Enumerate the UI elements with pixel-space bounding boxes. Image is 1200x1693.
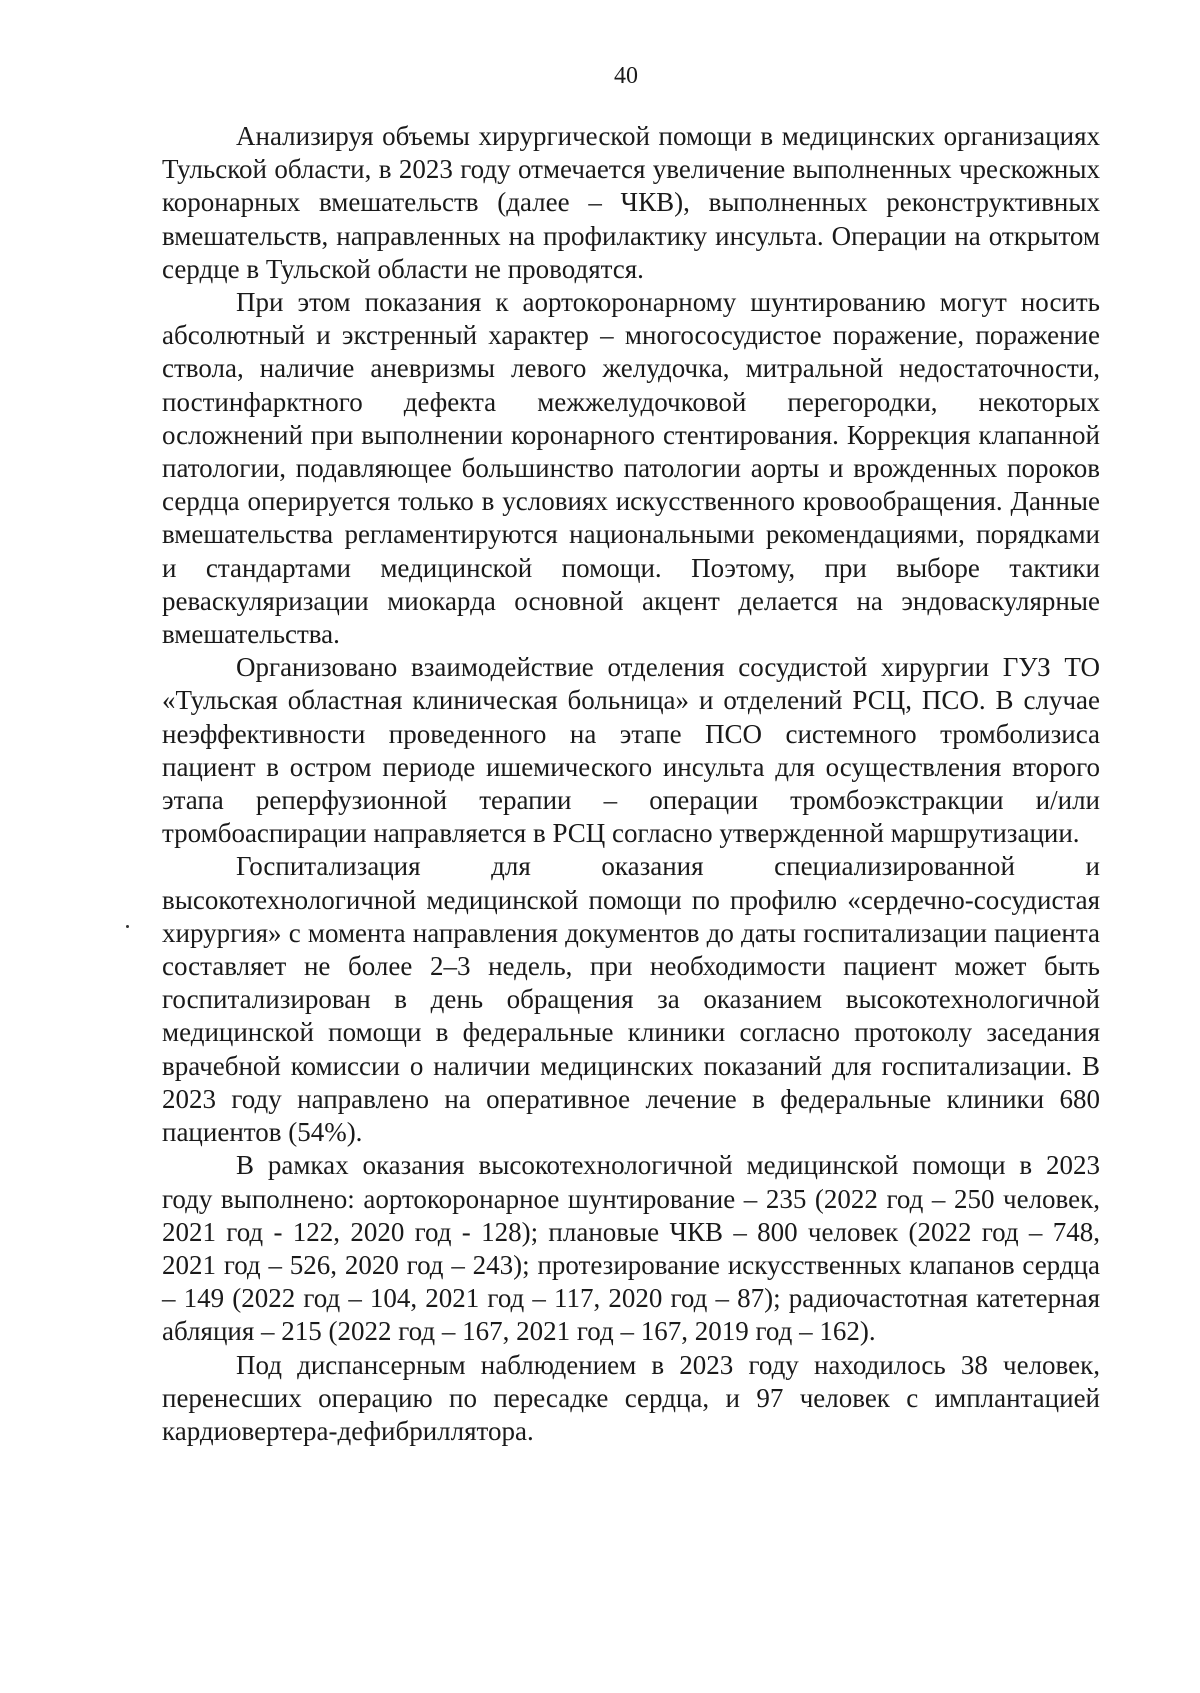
- document-body: [162, 120, 1100, 1448]
- paragraph-dispensary-observation: Под диспансерным наблюдением в 2023 году находилось 38 человек, перенесших операцию по пересадке сердца, и 97 человек с имплантацией кардиовертера-дефибриллятора.: [162, 1349, 1100, 1446]
- paragraph-high-tech-care-stats: В рамках оказания высокотехнологичной медицинской помощи в 2023 году выполнено: аортокоронарное шунтирование – 235 (2022 год – 250 человек, 2021 год - 122, 2020 год - 128); плановые ЧКВ – 800 человек (2022 год – 748, 2021 год – 526, 2020 год – 243); протезирование искусственных клапанов сердца – 149 (2022 год – 104, 2021 год – 117, 2020 год – 87); радиочастотная катетерная абляция – 215 (2022 год – 167, 2021 год – 167, 2019 год – 162).: [162, 1150, 1100, 1347]
- paragraph-bypass-indications: При этом показания к аортокоронарному шунтированию могут носить абсолютный и экстренный характер – многососудистое поражение, поражение ствола, наличие аневризмы левого желудочка, митральной недостаточности, постинфарктного дефекта межжелудочковой перегородки, некоторых осложнений при выполнении коронарного стентирования. Коррекция клапанной патологии, подавляющее большинство патологии аорты и врожденных пороков сердца оперируется только в условиях искусственного кровообращения. Данные вмешательства регламентируются национальными рекомендациями, порядками и стандартами медицинской помощи. Поэтому, при выборе тактики реваскуляризации миокарда основной акцент делается на эндоваскулярные вмешательства.: [162, 287, 1100, 650]
- page-number: 40: [614, 63, 638, 89]
- paragraph-surgical-volumes: Анализируя объемы хирургической помощи в медицинских организациях Тульской области, в 2023 году отмечается увеличение выполненных чрескожных коронарных вмешательств (далее – ЧКВ), выполненных реконструктивных вмешательств, направленных на профилактику инсульта. Операции на открытом сердце в Тульской области не проводятся.: [162, 121, 1100, 284]
- paragraph-interaction-routing: Организовано взаимодействие отделения сосудистой хирургии ГУЗ ТО «Тульская областная клиническая больница» и отделений РСЦ, ПСО. В случае неэффективности проведенного на этапе ПСО системного тромболизиса пациент в остром периоде ишемического инсульта для осуществления второго этапа реперфузионной терапии – операции тромбоэкстракции и/или тромбоаспирации направляется в РСЦ согласно утвержденной маршрутизации.: [162, 652, 1100, 849]
- scan-speck: [126, 925, 129, 928]
- paragraph-hospitalization: Госпитализация для оказания специализированной и высокотехнологичной медицинской помощи по профилю «сердечно-сосудистая хирургия» с момента направления документов до даты госпитализации пациента составляет не более 2–3 недель, при необходимости пациент может быть госпитализирован в день обращения за оказанием высокотехнологичной медицинской помощи в федеральные клиники согласно протоколу заседания врачебной комиссии о наличии медицинских показаний для госпитализации. В 2023 году направлено на оперативное лечение в федеральные клиники 680 пациентов (54%).: [162, 851, 1100, 1148]
